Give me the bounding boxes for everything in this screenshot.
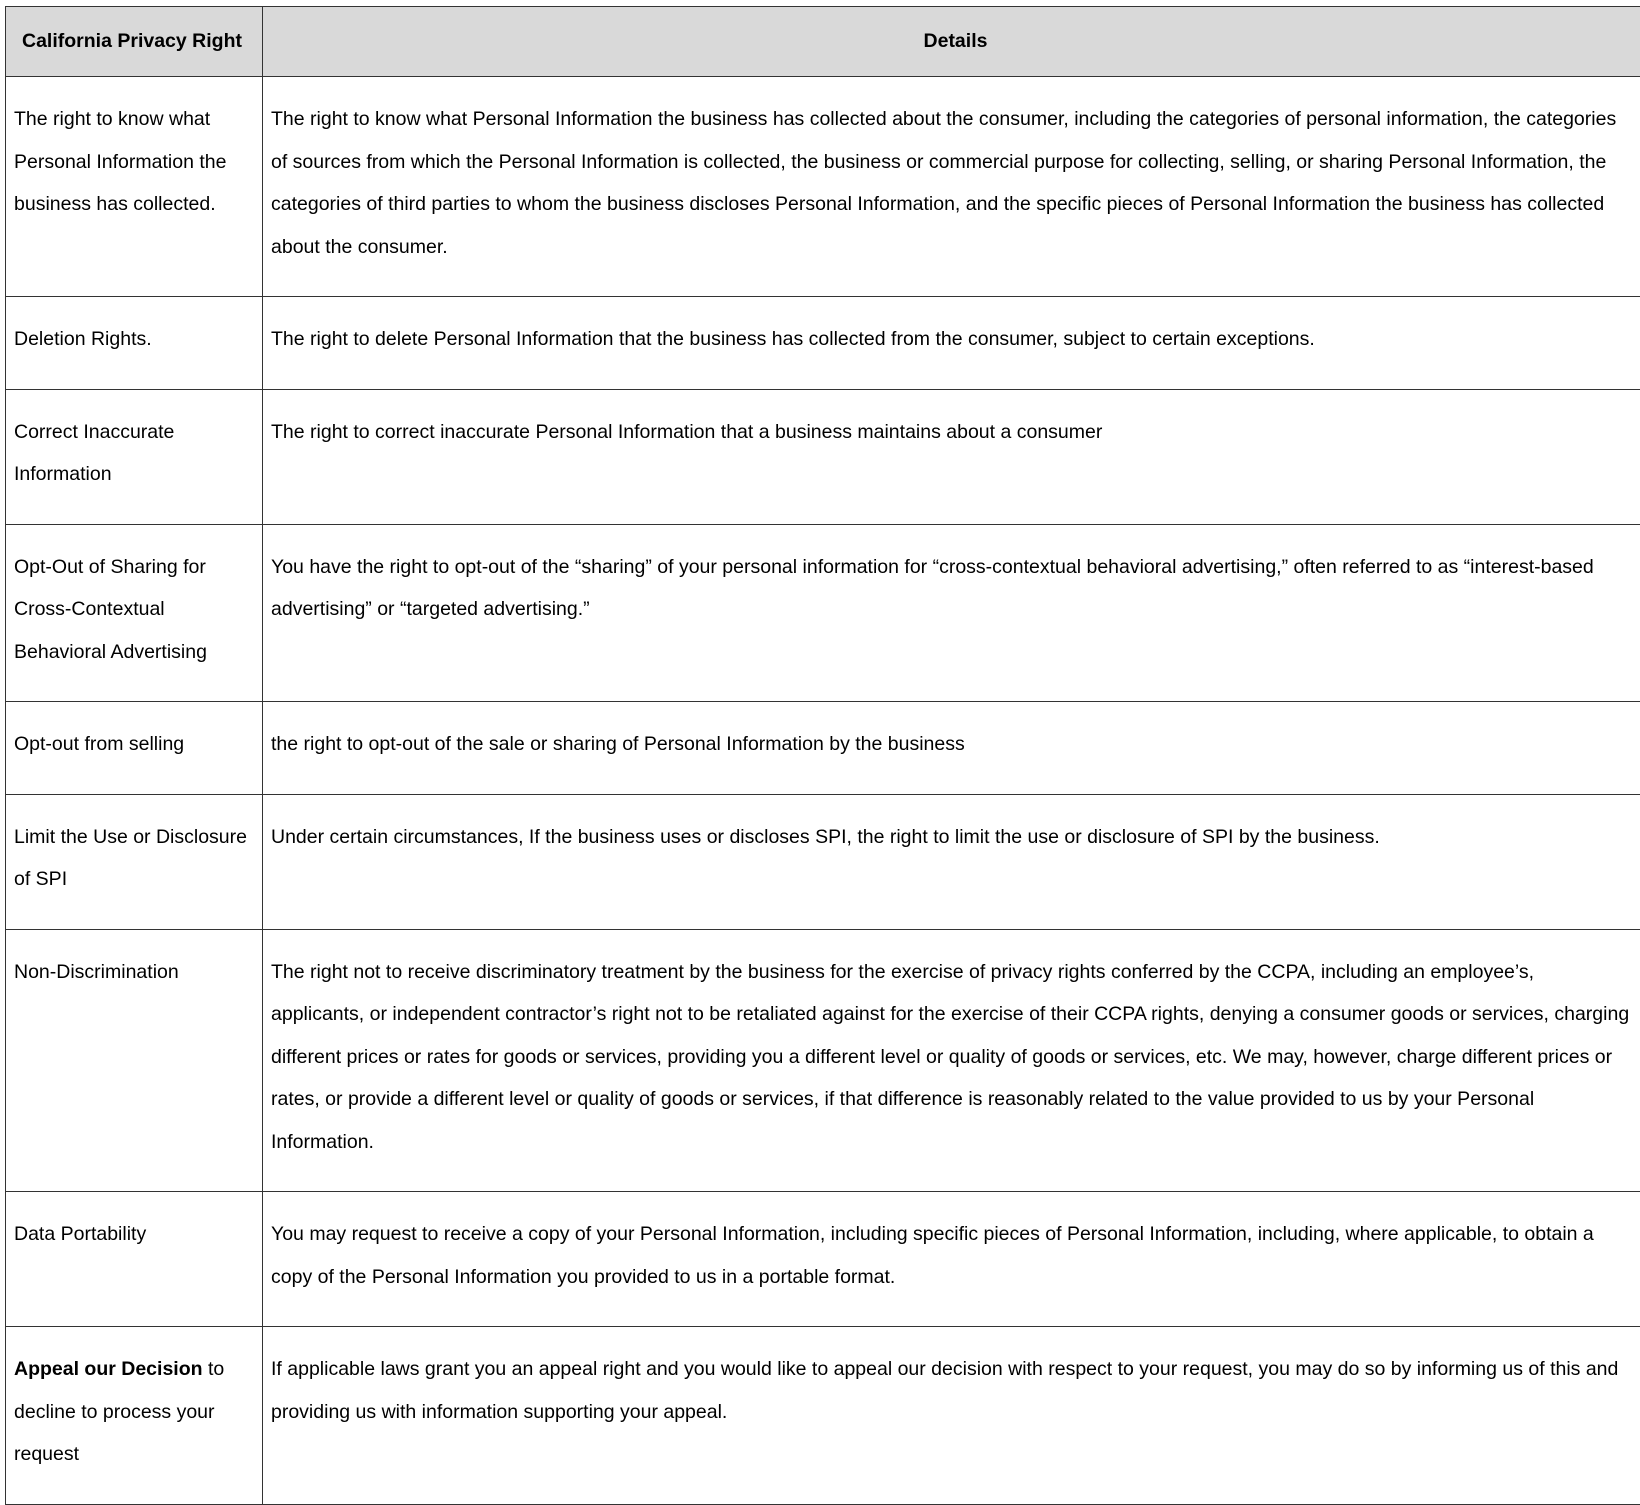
table-row [6,929,1640,1192]
table-row [6,1327,1640,1505]
right-cell [6,1327,263,1505]
details-cell: The right to delete Personal Information that the business has collected from the consumer, subject to certain exceptions. [263,297,1640,390]
details-cell: If applicable laws grant you an appeal right and you would like to appeal our decision with respect to your request, you may do so by informing us of this and providing us with information supporting your appeal. [263,1327,1640,1505]
table-row [6,297,1640,390]
privacy-rights-table [5,6,1640,1505]
table-row [6,1192,1640,1327]
table-header-row [6,7,1640,77]
right-cell: Non-Discrimination [6,929,263,1192]
table-row [6,389,1640,524]
right-cell: Correct Inaccurate Information [6,389,263,524]
details-cell: The right not to receive discriminatory treatment by the business for the exercise of privacy rights conferred by the CCPA, including an employee’s, applicants, or independent contractor’s right not to be retaliated against for the exercise of their CCPA rights, denying a consumer goods or services, charging different prices or rates for goods or services, providing you a different level or quality of goods or services, etc. We may, however, charge different prices or rates, or provide a different level or quality of goods or services, if that difference is reasonably related to the value provided to us by your Personal Information. [263,929,1640,1192]
right-cell-rest: to decline to process your request [14,1358,224,1465]
table-row [6,702,1640,795]
right-cell: Deletion Rights. [6,297,263,390]
details-cell: You have the right to opt-out of the “sharing” of your personal information for “cross-contextual behavioral advertising,” often referred to as “interest-based advertising” or “targeted advertising.” [263,524,1640,702]
details-cell: the right to opt-out of the sale or sharing of Personal Information by the business [263,702,1640,795]
right-cell: Limit the Use or Disclosure of SPI [6,794,263,929]
right-cell: Data Portability [6,1192,263,1327]
details-cell: You may request to receive a copy of your Personal Information, including specific pieces of Personal Information, including, where applicable, to obtain a copy of the Personal Information you provided to us in a portable format. [263,1192,1640,1327]
right-cell: Opt-Out of Sharing for Cross-Contextual Behavioral Advertising [6,524,263,702]
details-cell: The right to correct inaccurate Personal Information that a business maintains about a consumer [263,389,1640,524]
details-cell: Under certain circumstances, If the business uses or discloses SPI, the right to limit the use or disclosure of SPI by the business. [263,794,1640,929]
right-cell: Opt-out from selling [6,702,263,795]
table-row [6,524,1640,702]
column-header-details: Details [263,7,1640,77]
details-cell: The right to know what Personal Information the business has collected about the consumer, including the categories of personal information, the categories of sources from which the Personal Information is collected, the business or commercial purpose for collecting, selling, or sharing Personal Information, the categories of third parties to whom the business discloses Personal Information, and the specific pieces of Personal Information the business has collected about the consumer. [263,77,1640,297]
table-row [6,77,1640,297]
column-header-right: California Privacy Right [6,7,263,77]
table-row [6,794,1640,929]
right-cell-bold: Appeal our Decision [14,1358,203,1380]
right-cell: The right to know what Personal Information the business has collected. [6,77,263,297]
